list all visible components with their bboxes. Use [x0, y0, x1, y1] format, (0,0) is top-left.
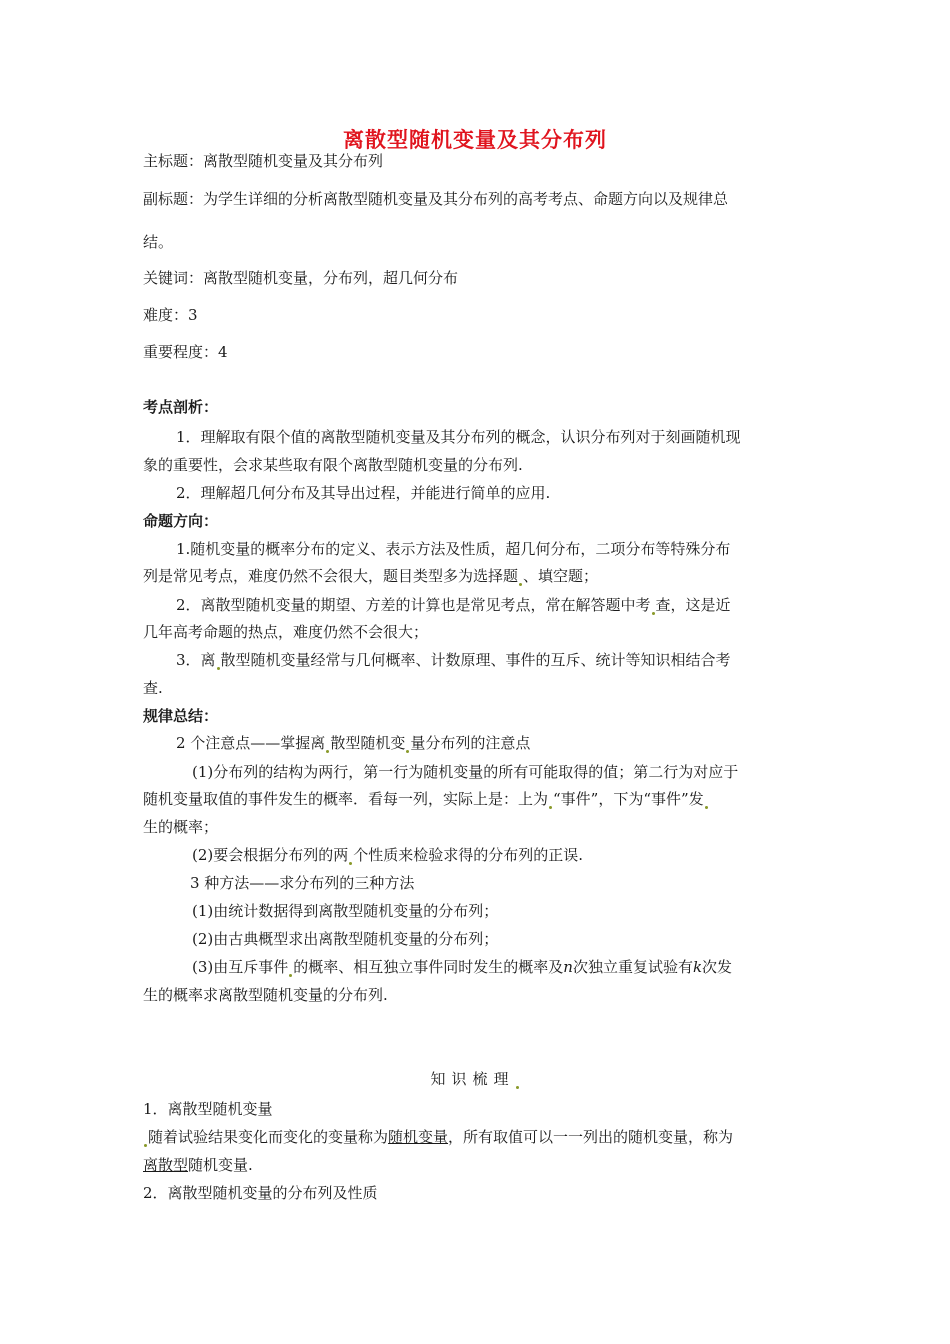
text-span: 个性质来检验求得的分布列的正误.	[353, 846, 584, 864]
paragraph: (1)由统计数据得到离散型随机变量的分布列；	[192, 902, 499, 920]
paragraph: 几年高考命题的热点，难度仍然不会很大；	[143, 623, 429, 641]
paragraph	[176, 733, 530, 753]
paragraph	[143, 1127, 733, 1147]
annotation-dot	[144, 1144, 147, 1147]
document-title: 离散型随机变量及其分布列	[343, 127, 607, 152]
paragraph: 1.随机变量的概率分布的定义、表示方法及性质，超几何分布，二项分布等特殊分布	[176, 540, 731, 558]
text-span: 随着试验结果变化而变化的变量称为	[148, 1128, 389, 1146]
paragraph: 生的概率求离散型随机变量的分布列.	[143, 986, 388, 1004]
list-item: 1．离散型随机变量	[143, 1100, 273, 1118]
annotation-dot	[349, 862, 352, 865]
list-item: 2．离散型随机变量的分布列及性质	[143, 1184, 378, 1202]
section-heading-exam-points: 考点剖析：	[143, 398, 219, 416]
text-span: 2．离散型随机变量的期望、方差的计算也是常见考点，常在解答题中考	[176, 596, 651, 614]
text-span: 散型随机变量经常与几何概率、计数原理、事件的互斥、统计等知识相结合考	[220, 651, 731, 669]
annotation-dot	[519, 583, 522, 586]
text-span: 查，这是近	[655, 596, 731, 614]
variable-k: k	[692, 958, 703, 976]
text-span: “事件”，下为“事件”发	[553, 790, 704, 808]
subtitle-line-cont: 结。	[143, 233, 174, 251]
text-span: 量分布列的注意点	[410, 734, 531, 752]
text-span: 散型随机变	[330, 734, 406, 752]
underlined-term: 离散型	[143, 1156, 189, 1174]
annotation-dot	[549, 806, 552, 809]
paragraph	[176, 595, 731, 615]
paragraph	[192, 845, 583, 865]
annotation-dot	[289, 974, 292, 977]
annotation-dot	[516, 1086, 519, 1089]
annotation-dot	[326, 750, 329, 753]
text-span: (3)由互斥事件	[192, 958, 289, 976]
section-heading-summary: 规律总结：	[143, 707, 219, 725]
text-span: ，所有取值可以一一列出的随机变量，称为	[448, 1128, 734, 1146]
text-span: 次发	[702, 958, 733, 976]
keywords-line: 关键词：离散型随机变量，分布列，超几何分布	[143, 269, 459, 287]
paragraph: (1)分布列的结构为两行，第一行为随机变量的所有可能取得的值；第二行为对应于	[192, 763, 739, 781]
text-span: 3．离	[176, 651, 216, 669]
paragraph	[176, 650, 731, 670]
paragraph: 查.	[143, 679, 163, 697]
heading-text: 知识梳理	[430, 1070, 515, 1088]
underlined-term: 随机变量	[388, 1128, 449, 1146]
text-span: 的概率、相互独立事件同时发生的概率及	[293, 958, 564, 976]
variable-n: n	[563, 958, 573, 976]
difficulty-line: 难度：3	[143, 306, 198, 324]
paragraph	[143, 1155, 253, 1175]
annotation-dot	[406, 750, 409, 753]
annotation-dot	[705, 806, 708, 809]
main-title-line: 主标题：离散型随机变量及其分布列	[143, 152, 384, 170]
paragraph	[143, 566, 598, 586]
paragraph: 3 种方法——求分布列的三种方法	[190, 874, 415, 892]
paragraph: 生的概率；	[143, 818, 219, 836]
annotation-dot	[652, 612, 655, 615]
section-heading-direction: 命题方向：	[143, 512, 219, 530]
text-span: 随机变量.	[188, 1156, 253, 1174]
paragraph: (2)由古典概型求出离散型随机变量的分布列；	[192, 930, 499, 948]
subtitle-line: 副标题：为学生详细的分析离散型随机变量及其分布列的高考考点、命题方向以及规律总	[143, 190, 729, 208]
text-span: (2)要会根据分布列的两	[192, 846, 349, 864]
annotation-dot	[217, 667, 220, 670]
text-span: 、填空题；	[523, 567, 599, 585]
paragraph: 1．理解取有限个值的离散型随机变量及其分布列的概念，认识分布列对于刻画随机现	[176, 428, 741, 446]
paragraph: 2．理解超几何分布及其导出过程，并能进行简单的应用.	[176, 484, 551, 502]
text-span: 次独立重复试验有	[572, 958, 693, 976]
paragraph: 象的重要性，会求某些取有限个离散型随机变量的分布列.	[143, 456, 523, 474]
paragraph	[192, 957, 732, 977]
text-span: 列是常见考点，难度仍然不会很大，题目类型多为选择题	[143, 567, 519, 585]
knowledge-heading	[0, 1069, 950, 1089]
text-span: 2 个注意点——掌握离	[176, 734, 326, 752]
paragraph	[143, 789, 709, 809]
importance-line: 重要程度：4	[143, 343, 228, 361]
text-span: 随机变量取值的事件发生的概率．看每一列，实际上是：上为	[143, 790, 549, 808]
